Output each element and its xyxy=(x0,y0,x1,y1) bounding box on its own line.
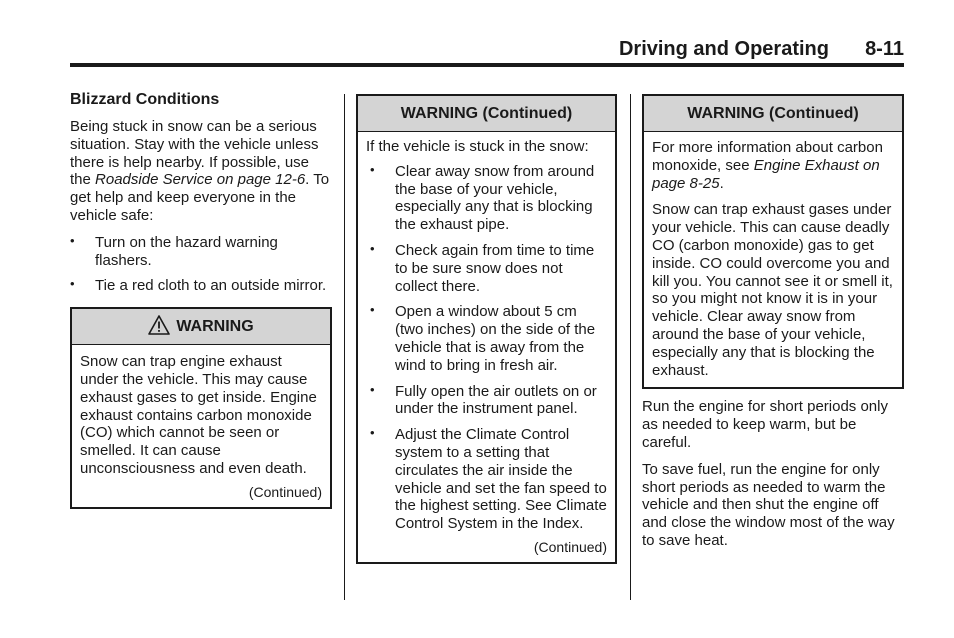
bullet-icon: • xyxy=(370,161,375,177)
bullet-icon: • xyxy=(70,276,75,292)
list-item: • Adjust the Climate Control system to a setting that circulates the air inside the vehicle and set the fan speed to the highest setting. See Climate Control System in the Index. xyxy=(370,425,607,533)
column-2 xyxy=(356,94,617,564)
warning-continued-header: WARNING (Continued) xyxy=(644,96,902,132)
co-info-paragraph: For more information about carbon monoxide, see Engine Exhaust on page 8-25. xyxy=(652,139,883,192)
list-item: • Clear away snow from around the base of your vehicle, especially any that is blocking the exhaust pipe. xyxy=(370,161,595,234)
blizzard-conditions-heading: Blizzard Conditions xyxy=(70,91,220,108)
page-number: 8-11 xyxy=(865,38,904,60)
warning-continued-body xyxy=(644,132,902,387)
engine-exhaust-link[interactable]: Engine Exhaust on page 8-25 xyxy=(652,156,880,192)
co-danger-paragraph: Snow can trap exhaust gases under your vehicle. This can cause deadly CO (carbon monoxide) gas to get inside. CO could overcome you and kill you. You cannot see it or smell it, so you might not know it is in your vehicle. Clear away snow from around the base of your vehicle, especially any that is blocking the exhaust. xyxy=(652,201,893,379)
stuck-steps-list xyxy=(366,163,607,533)
continued-label: (Continued) xyxy=(248,483,322,500)
warning-label: WARNING xyxy=(176,317,254,335)
safety-bullet-list xyxy=(70,234,332,295)
intro-paragraph: Being stuck in snow can be a serious situation. Stay with the vehicle unless there is help nearby. If possible, use the Roadside Service on page 12-6. To get help and keep everyone in the vehicle safe: xyxy=(70,118,330,224)
warning-header xyxy=(72,309,330,345)
bullet-icon: • xyxy=(370,240,375,256)
list-item: • Tie a red cloth to an outside mirror. xyxy=(70,276,327,295)
save-fuel-paragraph: To save fuel, run the engine for only short periods as needed to warm the vehicle and then shut the engine off and close the window most of the way to save heat. xyxy=(642,460,895,549)
warning-continued-box xyxy=(642,94,904,389)
warning-continued-body xyxy=(358,132,615,562)
page-header xyxy=(70,38,904,64)
run-engine-paragraph: Run the engine for short periods only as needed to keep warm, but be careful. xyxy=(642,398,888,451)
bullet-icon: • xyxy=(370,302,375,318)
list-item: • Open a window about 5 cm (two inches) on the side of the vehicle that is away from the wind to bring in fresh air. xyxy=(370,302,596,374)
header-rule xyxy=(70,63,904,67)
warning-text: Snow can trap engine exhaust under the vehicle. This may cause exhaust gases to get inside. Engine exhaust contains carbon monoxide (CO) which cannot be seen or smelled. It can cause unconsciousness and even death. xyxy=(80,353,317,477)
bullet-icon: • xyxy=(370,381,375,397)
continued-label: (Continued) xyxy=(533,538,607,555)
warning-box xyxy=(70,307,332,509)
column-3 xyxy=(642,94,904,550)
bullet-icon: • xyxy=(70,232,75,248)
column-divider-2 xyxy=(630,94,631,600)
warning-continued-box xyxy=(356,94,617,564)
stuck-in-snow-intro: If the vehicle is stuck in the snow: xyxy=(366,138,589,155)
list-item: • Turn on the hazard warning flashers. xyxy=(70,232,278,269)
list-item: • Fully open the air outlets on or under the instrument panel. xyxy=(370,381,597,418)
warning-body xyxy=(72,345,330,507)
column-1 xyxy=(70,90,332,509)
bullet-icon: • xyxy=(370,425,375,441)
section-title-header: Driving and Operating xyxy=(618,38,829,60)
column-divider-1 xyxy=(344,94,345,600)
list-item: • Check again from time to time to be sure snow does not collect there. xyxy=(370,240,595,295)
roadside-service-link[interactable]: Roadside Service on page 12-6 xyxy=(95,171,306,189)
warning-triangle-icon xyxy=(148,315,170,335)
warning-continued-header: WARNING (Continued) xyxy=(358,96,615,132)
